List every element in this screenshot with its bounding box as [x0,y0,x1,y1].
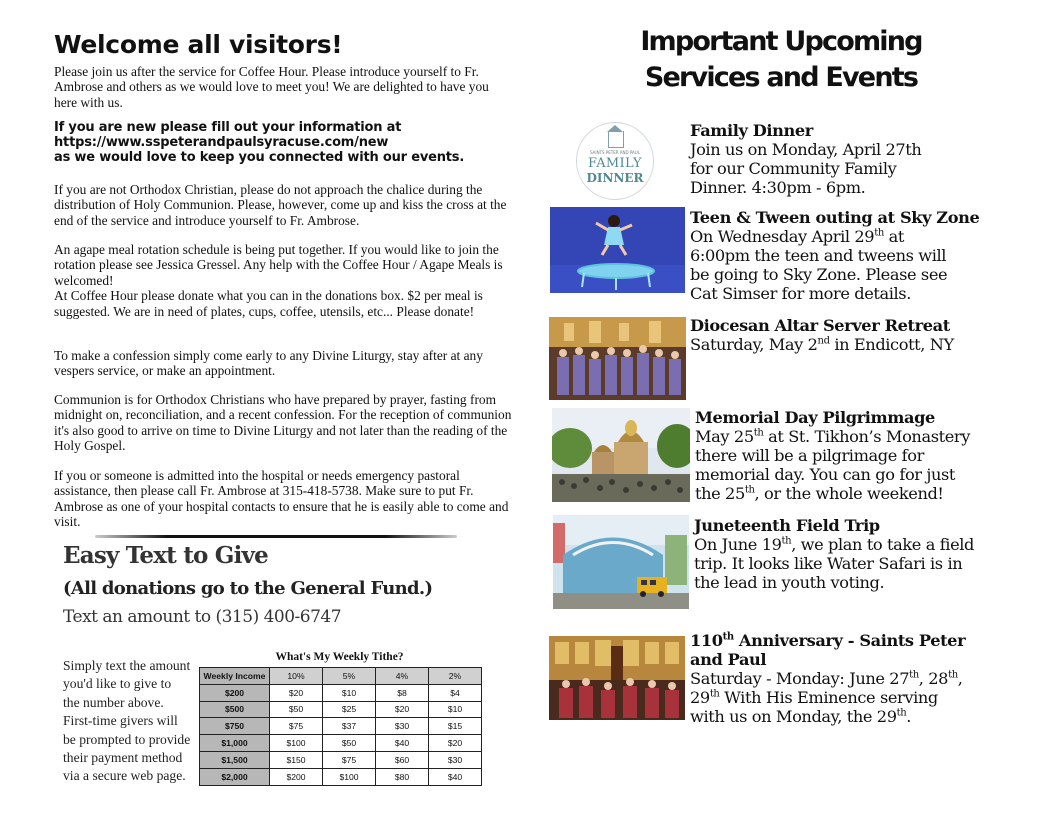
table-row [200,735,482,752]
event-title: Juneteenth Field Trip [694,516,880,535]
tithe-cell: $4 [429,684,482,701]
tithe-header-cell: 10% [270,668,323,685]
event-title: 110th Anniversary - Saints Peter [690,631,966,650]
new-visitor-line: as we would love to keep you connected with our events. [54,150,465,165]
tithe-cell: $40 [429,768,482,785]
tithe-income-cell: $1,000 [200,735,270,752]
event-anniversary: 110th Anniversary - Saints Peter and Paul Saturday - Monday: June 27th, 28th, 29th With His Eminence serving with us on Monday, the 29th. [690,631,966,726]
tithe-income-cell: $500 [200,701,270,718]
tithe-cell: $20 [429,735,482,752]
table-row [200,701,482,718]
tithe-header-cell: 2% [429,668,482,685]
new-visitor-notice [54,120,514,165]
table-row [200,684,482,701]
give-title: Easy Text to Give [63,542,268,569]
tithe-cell: $10 [323,684,376,701]
event-title: Teen & Tween outing at Sky Zone [690,208,980,227]
tithe-cell: $100 [323,768,376,785]
tithe-table [199,667,482,786]
give-description: Simply text the amount you'd like to give to the number above. First-time givers will be prompted to provide their payment method via a secure web page. [63,658,191,784]
tithe-cell: $75 [270,718,323,735]
tithe-cell: $8 [376,684,429,701]
tithe-cell: $75 [323,751,376,768]
hospital-notice: If you or someone is admitted into the hospital or needs emergency pastoral assistance, then please call Fr. Ambrose at 315-418-5738. Make sure to put Fr. Ambrose as one of your hospital contacts to ensure that he is easily able to come and visit. [54,468,509,530]
clergy-group-image [549,317,686,400]
tithe-cell: $15 [429,718,482,735]
tithe-cell: $50 [323,735,376,752]
sky-zone-photo [550,207,685,293]
tithe-cell: $30 [429,751,482,768]
altar-server-photo [549,317,686,400]
family-dinner-logo: SAINTS PETER AND PAUL FAMILY DINNER [576,122,654,200]
tithe-income-cell: $1,500 [200,751,270,768]
event-title: Memorial Day Pilgrimmage [695,408,935,427]
tithe-cell: $60 [376,751,429,768]
tithe-cell: $80 [376,768,429,785]
event-sky-zone: Teen & Tween outing at Sky Zone On Wednesday April 29th at 6:00pm the teen and tweens will be going to Sky Zone. Please see Cat Simser for more details. [690,208,980,303]
memorial-day-photo [552,408,690,502]
water-park-image [553,515,689,609]
church-icon [608,131,624,148]
tithe-header-cell: Weekly Income [200,668,270,685]
event-juneteenth: Juneteenth Field Trip On June 19th, we plan to take a field trip. It looks like Water Safari is in the lead in youth voting. [694,516,974,592]
table-row [200,751,482,768]
events-title: Important Upcoming Services and Events [640,26,922,93]
confession-notice: To make a confession simply come early to any Divine Liturgy, stay after at any vespers service, or make an appointment. [54,348,483,379]
new-visitor-line: If you are new please fill out your information at [54,120,402,135]
welcome-title: Welcome all visitors! [54,30,343,59]
tithe-cell: $37 [323,718,376,735]
event-title: Family Dinner [690,121,813,140]
tithe-income-cell: $750 [200,718,270,735]
tithe-cell: $200 [270,768,323,785]
juneteenth-photo [553,515,689,609]
give-phone-line: Text an amount to (315) 400-6747 [63,607,342,627]
tithe-header-row [200,668,482,685]
tithe-cell: $30 [376,718,429,735]
table-row [200,768,482,785]
communion-notice: Communion is for Orthodox Christians who have prepared by prayer, fasting from midnight on, reconciliation, and a recent confession. For the reception of communion it's also good to arrive on time to Divine Liturgy and not later than the reading of the Holy Gospel. [54,392,512,454]
give-subtitle: (All donations go to the General Fund.) [63,578,433,599]
chalice-notice: If you are not Orthodox Christian, please do not approach the chalice during the distribution of Holy Communion. Please, however, come up and kiss the cross at the end of the service and introduce yourself to Fr. Ambrose. [54,182,507,228]
event-family-dinner: Family Dinner Join us on Monday, April 27th for our Community Family Dinner. 4:30pm - 6pm. [690,121,922,197]
monastery-image [552,408,690,502]
tithe-cell: $100 [270,735,323,752]
tithe-cell: $40 [376,735,429,752]
tithe-cell: $20 [270,684,323,701]
tithe-income-cell: $200 [200,684,270,701]
tithe-cell: $25 [323,701,376,718]
tithe-cell: $20 [376,701,429,718]
tithe-header-cell: 4% [376,668,429,685]
tithe-cell: $10 [429,701,482,718]
tithe-header-cell: 5% [323,668,376,685]
tithe-cell: $50 [270,701,323,718]
section-divider [95,535,457,538]
event-altar-server-retreat: Diocesan Altar Server Retreat Saturday, May 2nd in Endicott, NY [690,316,954,354]
welcome-intro: Please join us after the service for Coffee Hour. Please introduce yourself to Fr. Ambrose and others as we would love to meet you! We are delighted to have you here with us. [54,64,489,110]
agape-notice: An agape meal rotation schedule is being put together. If you would like to join the rotation please see Jessica Gressel. Any help with the Coffee Hour / Agape Meals is welcomed! At Coffee Hour please donate what you can in the donations box. $2 per meal is suggested. We are in need of plates, cups, coffee, utensils, etc... Please donate! [54,242,503,319]
table-row [200,718,482,735]
event-memorial-day: Memorial Day Pilgrimmage May 25th at St. Tikhon’s Monastery there will be a pilgrimage for memorial day. You can go for just the 25th, or the whole weekend! [695,408,970,503]
event-title: Diocesan Altar Server Retreat [690,316,950,335]
trampoline-image [550,207,685,293]
tithe-income-cell: $2,000 [200,768,270,785]
new-visitor-url[interactable]: https://www.sspeterandpaulsyracuse.com/new [54,135,389,150]
tithe-cell: $150 [270,751,323,768]
anniversary-photo [549,636,685,720]
iconostasis-image [549,636,685,720]
tithe-caption: What's My Weekly Tithe? [275,651,404,663]
